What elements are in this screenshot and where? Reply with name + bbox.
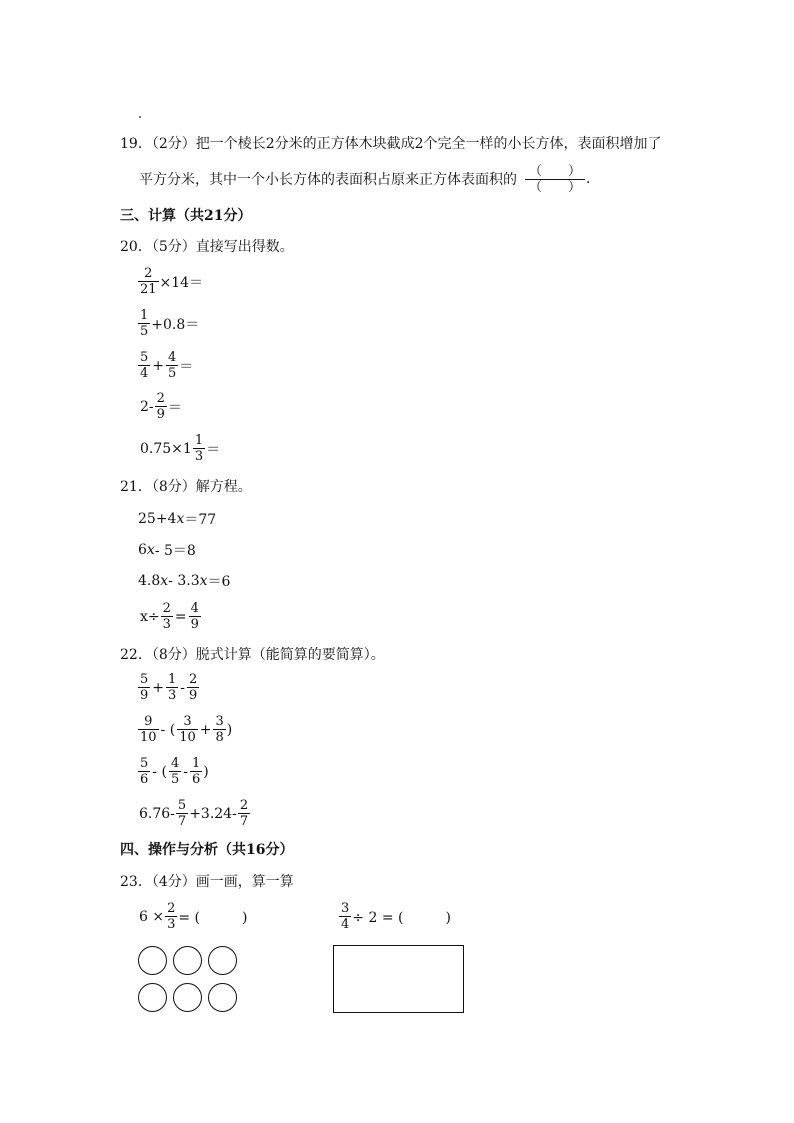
q20-expr-2 (137, 308, 199, 339)
math-text: 5 (170, 772, 180, 787)
math-text: 10 (179, 730, 196, 745)
math-text: 2- (140, 398, 154, 415)
fraction (177, 714, 198, 745)
math-text: 8 (215, 730, 224, 745)
math-text: x (199, 573, 208, 589)
math-text: 9 (189, 688, 198, 703)
math-text: 3 (341, 901, 350, 916)
fraction (213, 714, 225, 745)
q20-expr-1 (137, 266, 203, 297)
math-text: 5 (177, 798, 187, 813)
drawing-circle[interactable] (138, 946, 167, 975)
q22-expr-3 (137, 756, 209, 787)
q22-expr-4 (139, 798, 251, 829)
math-text: 9 (156, 407, 165, 422)
math-text: ＝ (167, 399, 182, 416)
math-text: 7 (239, 814, 249, 829)
math-text: 2 (144, 266, 153, 281)
fraction (238, 798, 250, 829)
q20-expr-4 (140, 391, 182, 422)
math-text: + (152, 679, 165, 696)
math-text: 6.76- (139, 805, 175, 822)
q22-expr-2 (137, 714, 232, 745)
math-text: 1 (194, 433, 204, 448)
q22-title: 22．（8分）脱式计算（能简算的要简算）。 (120, 647, 385, 663)
section-4-heading: 四、操作与分析（共16分） (120, 842, 294, 858)
math-text: + (152, 357, 165, 374)
math-text: 1 (168, 672, 177, 687)
math-text: - ( (160, 721, 176, 738)
math-text: 5 (140, 324, 149, 339)
math-text: 3 (215, 714, 224, 729)
q21-equation-3 (138, 571, 230, 591)
fraction (176, 798, 188, 829)
math-text: 3 (167, 917, 176, 932)
math-text: 2 (167, 901, 176, 916)
math-text: 5 (168, 366, 177, 381)
q21-title: 21．（8分）解方程。 (120, 479, 252, 495)
math-text: ) (203, 763, 209, 780)
math-text: 25+4 (138, 511, 177, 527)
section-3-heading: 三、计算（共21分） (120, 208, 252, 224)
fraction (138, 350, 150, 381)
fraction (138, 714, 159, 745)
math-text: 2 (162, 601, 171, 616)
math-text: ＝ (206, 441, 221, 458)
math-text: - 5＝8 (154, 543, 196, 559)
math-text: 4.8 (138, 573, 161, 589)
math-text: 9 (190, 617, 199, 632)
math-text: x (160, 573, 169, 589)
q19-answer-fraction (525, 164, 585, 195)
math-text: 4 (170, 756, 180, 771)
stray-dot (139, 116, 141, 118)
math-text: 5 (140, 350, 149, 365)
drawing-circle[interactable] (173, 946, 202, 975)
math-text: 3 (194, 449, 204, 464)
math-text: 9 (144, 714, 153, 729)
fraction (155, 391, 167, 422)
q19-line2 (139, 162, 590, 196)
math-text: 6 (138, 542, 147, 558)
math-text: - (180, 679, 186, 696)
math-text: 2 (156, 391, 165, 406)
fraction (161, 601, 173, 632)
math-text: 4 (190, 601, 199, 616)
math-text: 4 (140, 366, 149, 381)
q19-blank-num[interactable]: （ ） (528, 163, 581, 179)
fraction (165, 901, 177, 932)
fraction (138, 266, 159, 297)
fraction (190, 756, 202, 787)
math-text: 6 × (139, 908, 165, 925)
q21-equation-4 (140, 601, 202, 632)
drawing-circle[interactable] (208, 983, 237, 1012)
q21-equation-2 (138, 540, 196, 560)
q23-title: 23．（4分）画一画，算一算 (120, 874, 294, 890)
q20-title: 20．（5分）直接写出得数。 (120, 239, 294, 255)
fraction (169, 756, 181, 787)
math-text: 2 (239, 798, 249, 813)
math-text: 4 (168, 350, 177, 365)
math-text: x÷ (140, 608, 160, 625)
q20-expr-5 (140, 433, 220, 464)
math-text: +0.8＝ (151, 316, 200, 333)
fraction (166, 350, 178, 381)
fraction (187, 672, 199, 703)
math-text: ＝77 (184, 512, 217, 528)
q21-equation-1 (138, 509, 216, 529)
math-text: +3.24- (189, 805, 237, 822)
math-text: ＝6 (207, 574, 231, 590)
math-text: - ( (152, 763, 167, 780)
q19-end: . (586, 171, 591, 187)
math-text: ÷ 2 = ( ) (352, 909, 451, 926)
math-text: 1 (191, 756, 201, 771)
math-text: + (199, 721, 212, 738)
math-text: 3 (168, 688, 177, 703)
math-text: 3 (183, 714, 192, 729)
fraction (193, 433, 205, 464)
fraction (189, 601, 201, 632)
math-text: 5 (140, 672, 149, 687)
math-text: ＝ (179, 358, 194, 375)
fraction (138, 308, 150, 339)
math-text: ) (226, 721, 233, 738)
q19-line1: 19．（2分）把一个棱长2分米的正方体木块截成2个完全一样的小长方体，表面积增加了 (120, 136, 662, 152)
drawing-circle[interactable] (173, 983, 202, 1012)
fraction (138, 672, 150, 703)
math-text: ×14＝ (159, 274, 204, 291)
math-text: 7 (177, 814, 187, 829)
fraction (166, 672, 178, 703)
math-text: x (146, 542, 155, 558)
math-text: 6 (140, 772, 149, 787)
math-text: 0.75×1 (140, 440, 192, 457)
math-text: 4 (341, 917, 350, 932)
drawing-circle[interactable] (208, 946, 237, 975)
math-text: 21 (140, 282, 157, 297)
q19-blank-den[interactable]: （ ） (525, 179, 585, 195)
q19-line2-text: 平方分米，其中一个小长方体的表面积占原来正方体表面积的 (139, 172, 517, 188)
math-text: 1 (140, 308, 149, 323)
q22-expr-1 (137, 672, 200, 703)
q23-right-expression (338, 901, 451, 932)
math-text: = ( ) (178, 909, 248, 926)
math-text: - (183, 763, 188, 780)
fraction (339, 901, 351, 932)
math-text: 10 (140, 730, 157, 745)
fraction (138, 756, 150, 787)
drawing-circle[interactable] (138, 983, 167, 1012)
q20-expr-3 (137, 350, 193, 381)
math-text: 2 (189, 672, 198, 687)
math-text: 3 (162, 617, 171, 632)
math-text: 6 (191, 772, 201, 787)
math-text: - 3.3 (168, 573, 200, 589)
math-text: = (174, 608, 187, 625)
drawing-rectangle[interactable] (333, 945, 464, 1013)
math-text: x (176, 511, 185, 527)
math-text: 9 (140, 688, 149, 703)
q23-left-expression (139, 901, 247, 932)
math-text: 5 (140, 756, 149, 771)
